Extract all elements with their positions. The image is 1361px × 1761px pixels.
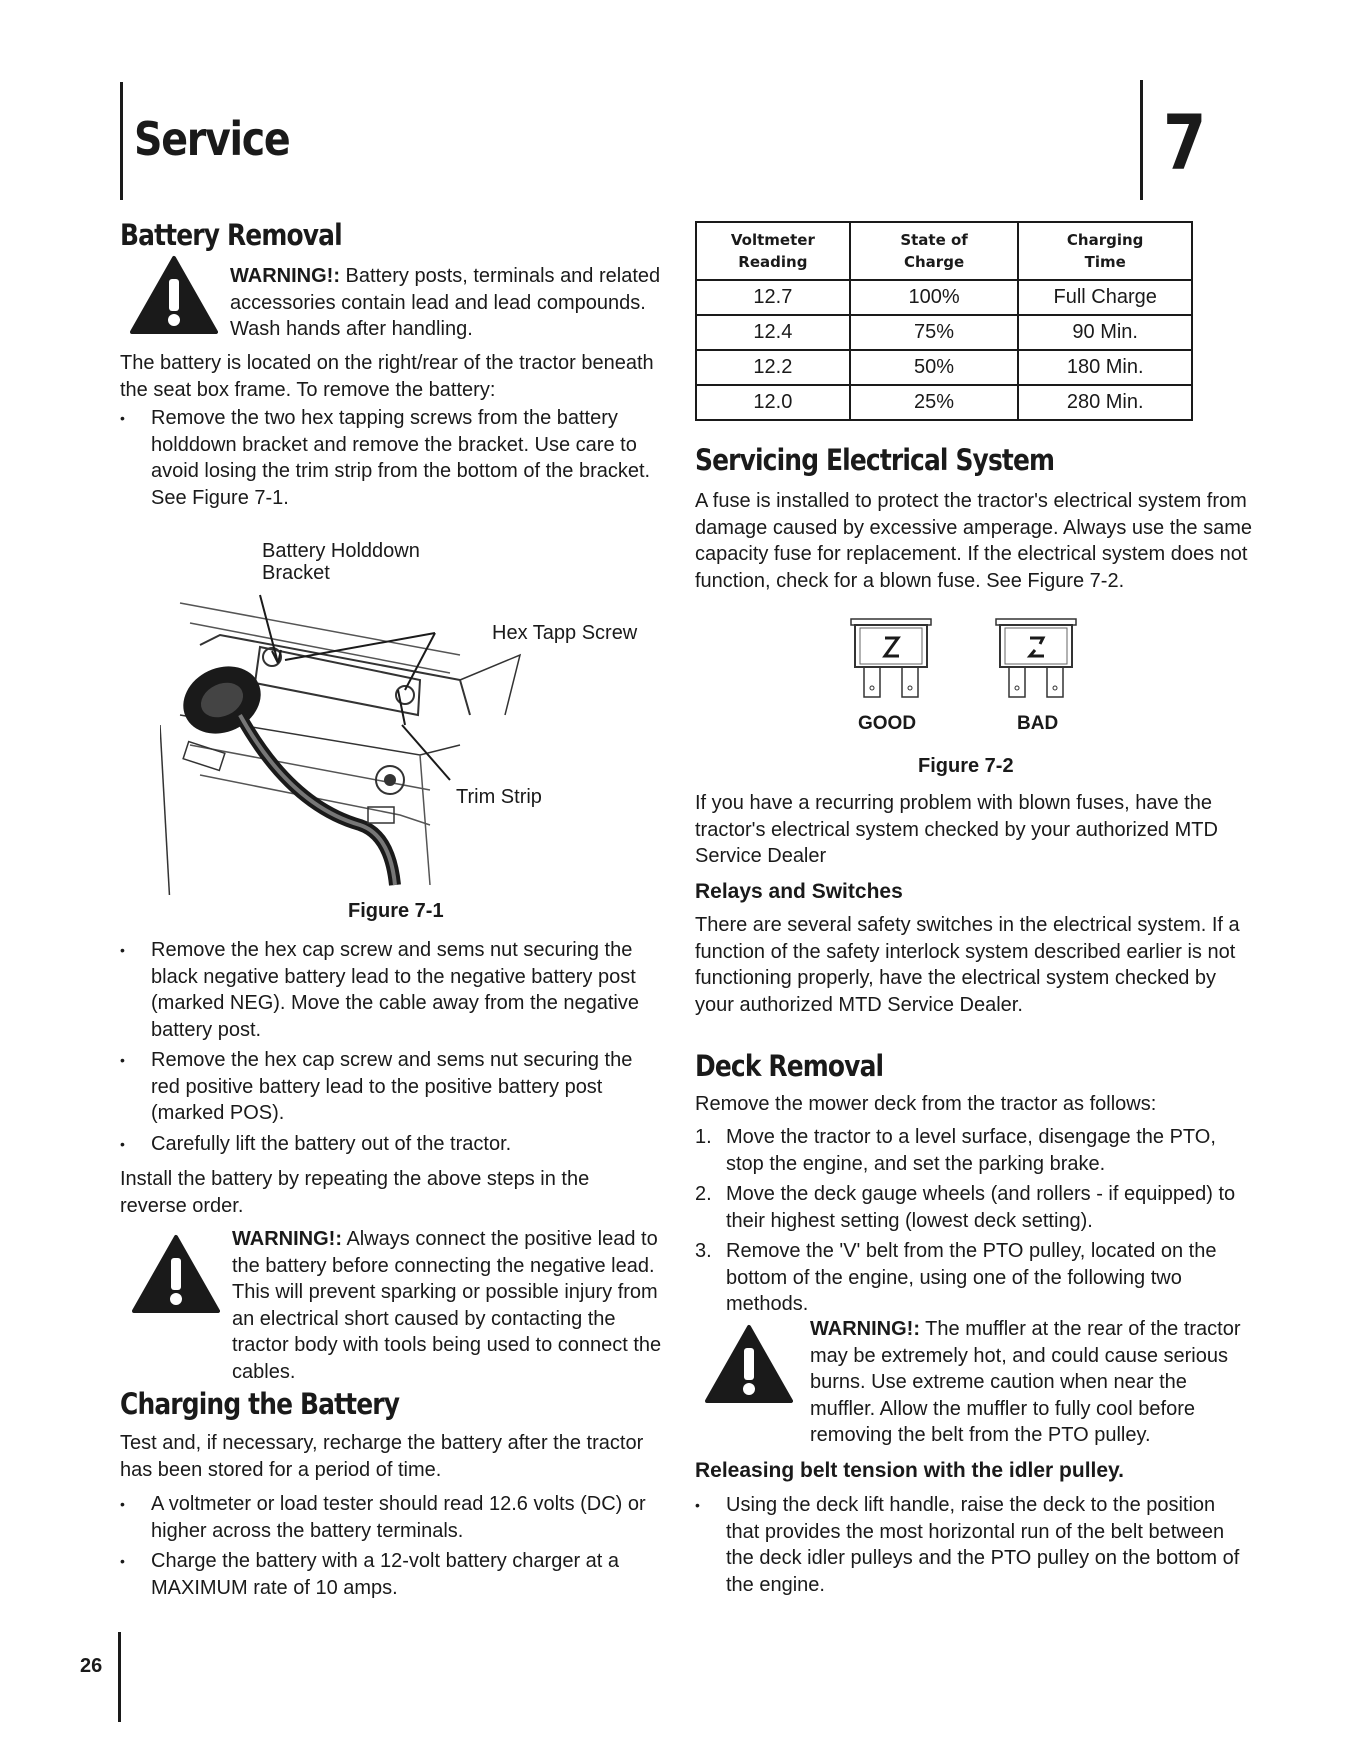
list-item: • Remove the hex cap screw and sems nut securing the black negative battery lead to the negative battery post (marked NEG). Move the cable away from the negative battery post. bbox=[120, 937, 660, 1043]
electrical-intro: A fuse is installed to protect the tractor's electrical system from damage caused by excessive amperage. Always use the same capacity fuse for replacement. If the electrical system does not function, check for a blown fuse. See Figure 7-2. bbox=[695, 490, 1252, 592]
label-battery-holddown-bracket: Battery Holddown Bracket bbox=[262, 540, 420, 584]
table-cell: 280 Min. bbox=[1018, 385, 1192, 420]
title-rule bbox=[120, 82, 123, 200]
figure-7-1-caption: Figure 7-1 bbox=[348, 900, 444, 922]
table-row bbox=[696, 280, 1192, 315]
warning-icon bbox=[132, 1234, 220, 1314]
table-cell: 12.0 bbox=[696, 385, 850, 420]
table-cell: 180 Min. bbox=[1018, 350, 1192, 385]
battery-charge-table bbox=[695, 221, 1193, 421]
install-instructions: Install the battery by repeating the above steps in the reverse order. bbox=[120, 1168, 590, 1217]
list-item: • Remove the two hex tapping screws from the battery holddown bracket and remove the bracket. Use care to avoid losing the trim strip from the bottom of the bracket. See Figure 7-1. bbox=[120, 405, 660, 511]
table-cell: 12.4 bbox=[696, 315, 850, 350]
chapter-number: 7 bbox=[1163, 98, 1207, 187]
table-header-cell: State of Charge bbox=[850, 222, 1019, 280]
label-trim-strip: Trim Strip bbox=[456, 786, 542, 808]
warning-icon bbox=[705, 1324, 793, 1404]
idler-heading: Releasing belt tension with the idler pulley. bbox=[695, 1459, 1125, 1482]
table-cell: 12.2 bbox=[696, 350, 850, 385]
relays-heading: Relays and Switches bbox=[695, 880, 903, 903]
warning-text: WARNING!: The muffler at the rear of the tractor may be extremely hot, and could cause serious burns. Use extreme caution when near the muffler. Allow the muffler to fully cool before removing the belt from the PTO pulley. bbox=[810, 1318, 1241, 1446]
table-row bbox=[696, 315, 1192, 350]
label-hex-tapp-screw: Hex Tapp Screw bbox=[492, 622, 638, 644]
fuse-bad-icon bbox=[995, 618, 1077, 704]
deck-removal-heading: Deck Removal bbox=[695, 1049, 884, 1083]
idler-step-list bbox=[695, 1492, 1250, 1602]
charging-intro: Test and, if necessary, recharge the battery after the tractor has been stored for a period of time. bbox=[120, 1432, 644, 1481]
fuse-bad-label: BAD bbox=[1017, 713, 1059, 734]
table-cell: Full Charge bbox=[1018, 280, 1192, 315]
charging-step-list bbox=[120, 1491, 675, 1605]
table-cell: 90 Min. bbox=[1018, 315, 1192, 350]
warning-block-lead bbox=[130, 255, 670, 351]
charging-heading: Charging the Battery bbox=[120, 1387, 400, 1421]
battery-step-list-1 bbox=[120, 405, 660, 515]
page-number: 26 bbox=[80, 1655, 103, 1677]
table-header-cell: Voltmeter Reading bbox=[696, 222, 850, 280]
recurring-fuse-text: If you have a recurring problem with blown fuses, have the tractor's electrical system checked by your authorized MTD Service Dealer bbox=[695, 792, 1218, 867]
table-cell: 25% bbox=[850, 385, 1019, 420]
battery-removal-heading: Battery Removal bbox=[120, 218, 342, 252]
electrical-heading: Servicing Electrical System bbox=[695, 443, 1055, 477]
fuse-good-label: GOOD bbox=[858, 713, 917, 734]
list-item: 1. Move the tractor to a level surface, disengage the PTO, stop the engine, and set the parking brake. bbox=[695, 1126, 1216, 1175]
warning-text: WARNING!: Battery posts, terminals and related accessories contain lead and lead compounds. Wash hands after handling. bbox=[230, 265, 661, 340]
table-header-cell: Charging Time bbox=[1018, 222, 1192, 280]
table-cell: 12.7 bbox=[696, 280, 850, 315]
list-item: • A voltmeter or load tester should read 12.6 volts (DC) or higher across the battery terminals. bbox=[120, 1491, 675, 1544]
warning-icon bbox=[130, 255, 218, 335]
warning-text: WARNING!: Always connect the positive lead to the battery before connecting the negative lead. This will prevent sparking or possible injury from an electrical short caused by contacting the tractor body with tools being used to connect the cables. bbox=[232, 1228, 662, 1383]
list-item: • Charge the battery with a 12-volt battery charger at a MAXIMUM rate of 10 amps. bbox=[120, 1548, 675, 1601]
relays-text: There are several safety switches in the electrical system. If a function of the safety interlock system described earlier is not functioning properly, have the electrical system checked by your authorized MTD Service Dealer. bbox=[695, 914, 1240, 1016]
table-row bbox=[696, 385, 1192, 420]
chapter-rule bbox=[1140, 80, 1143, 200]
deck-step-list bbox=[695, 1124, 1250, 1322]
battery-intro: The battery is located on the right/rear of the tractor beneath the seat box frame. To remove the battery: bbox=[120, 352, 654, 401]
table-cell: 75% bbox=[850, 315, 1019, 350]
fuse-good-icon bbox=[850, 618, 932, 704]
table-cell: 100% bbox=[850, 280, 1019, 315]
list-item: • Carefully lift the battery out of the tractor. bbox=[120, 1131, 660, 1158]
battery-step-list-2 bbox=[120, 937, 660, 1161]
footer-rule bbox=[118, 1632, 121, 1722]
table-row bbox=[696, 350, 1192, 385]
list-item: 2. Move the deck gauge wheels (and rollers - if equipped) to their highest setting (lowest deck setting). bbox=[695, 1183, 1236, 1232]
warning-block-muffler bbox=[705, 1316, 1245, 1451]
page-title: Service bbox=[134, 112, 290, 166]
warning-block-connect bbox=[132, 1226, 672, 1386]
table-header-row bbox=[696, 222, 1192, 280]
list-item: 3. Remove the 'V' belt from the PTO pulley, located on the bottom of the engine, using one of the following two methods. bbox=[695, 1240, 1217, 1315]
table-cell: 50% bbox=[850, 350, 1019, 385]
list-item: • Remove the hex cap screw and sems nut securing the red positive battery lead to the positive battery post (marked POS). bbox=[120, 1047, 660, 1127]
figure-7-2-caption: Figure 7-2 bbox=[918, 755, 1014, 777]
deck-intro: Remove the mower deck from the tractor as follows: bbox=[695, 1093, 1157, 1115]
list-item: • Using the deck lift handle, raise the deck to the position that provides the most horizontal run of the belt between the deck idler pulleys and the PTO pulley on the bottom of the engine. bbox=[695, 1492, 1250, 1598]
